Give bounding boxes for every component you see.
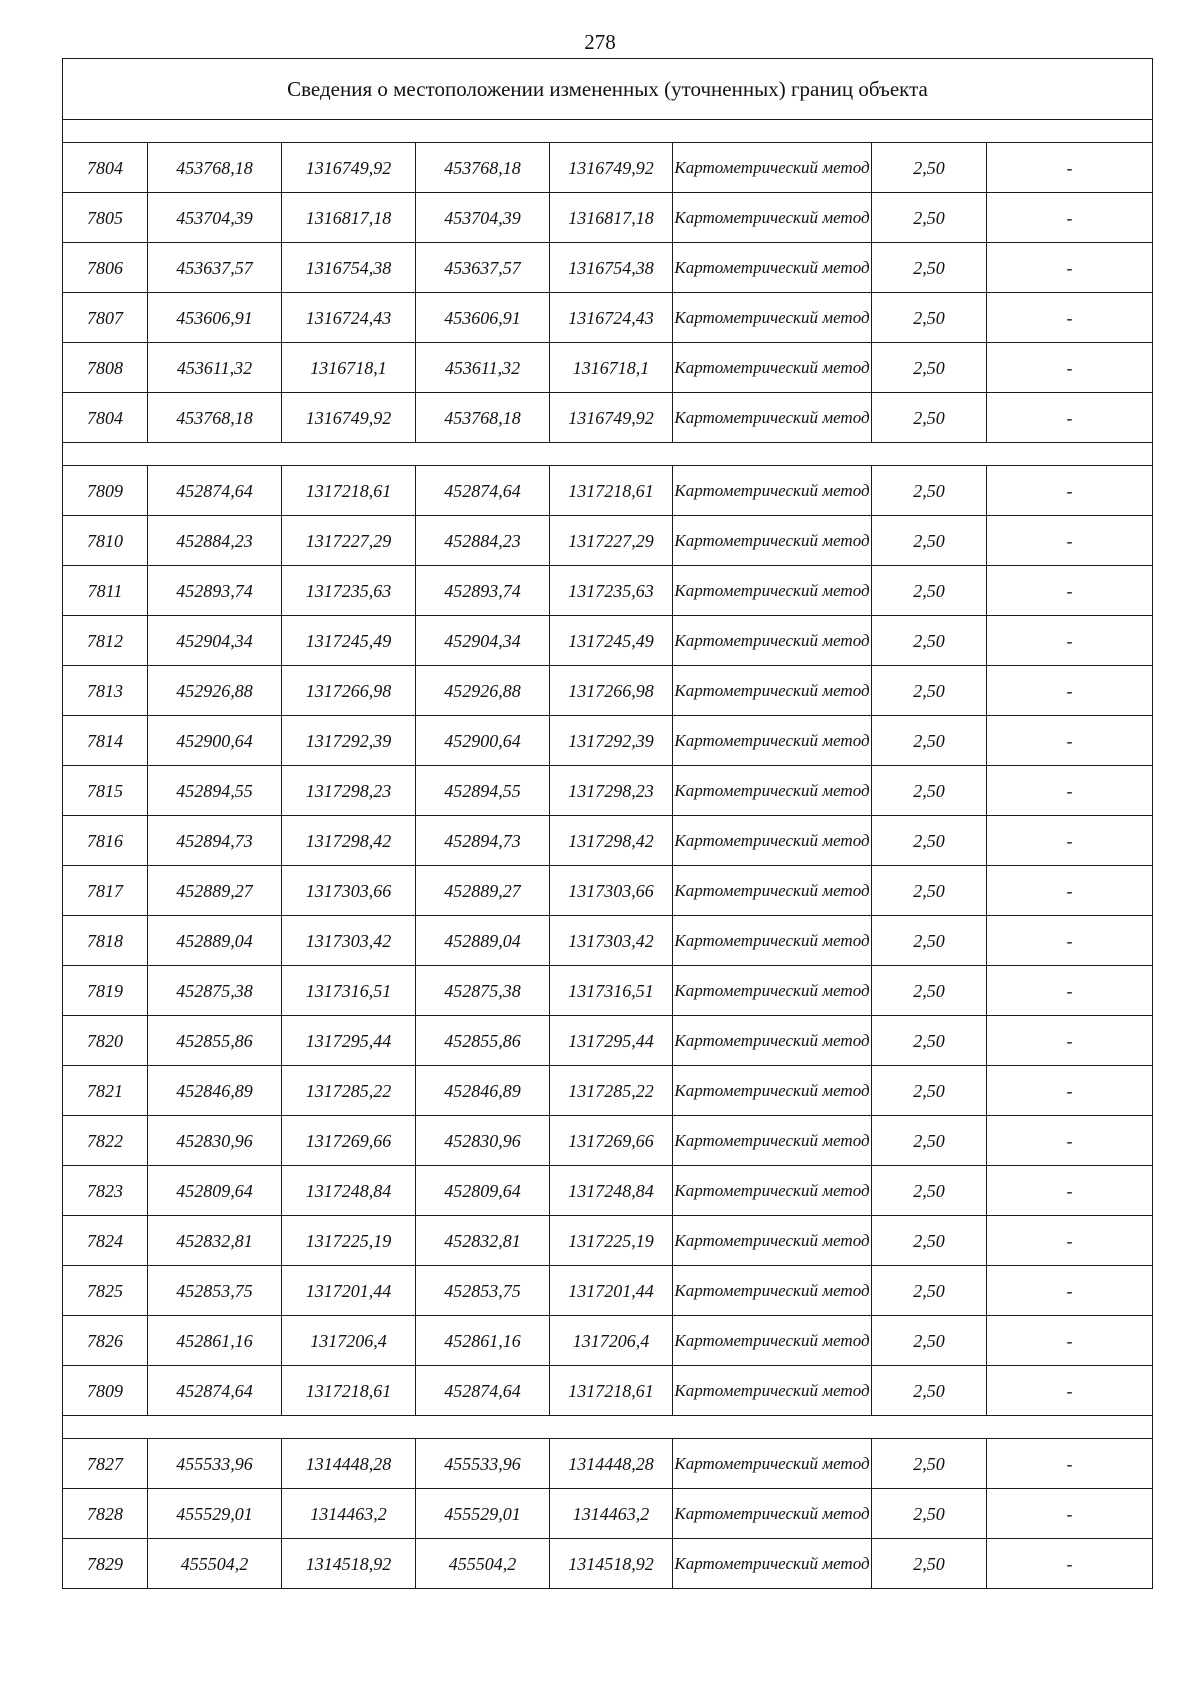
point-number-cell: 7814 [63,716,148,766]
y-existing-cell: 1317292,39 [282,716,416,766]
point-number-cell: 7815 [63,766,148,816]
point-number-cell: 7819 [63,966,148,1016]
method-cell: Картометрический метод [673,616,872,666]
y-existing-cell: 1316749,92 [282,143,416,193]
accuracy-cell: 2,50 [872,193,987,243]
accuracy-cell: 2,50 [872,343,987,393]
table-row [63,616,1153,666]
table-row [63,816,1153,866]
point-number-cell: 7812 [63,616,148,666]
point-number-cell: 7806 [63,243,148,293]
accuracy-cell: 2,50 [872,1316,987,1366]
y-new-cell: 1316817,18 [550,193,673,243]
x-existing-cell: 452904,34 [148,616,282,666]
y-new-cell: 1317303,42 [550,916,673,966]
accuracy-cell: 2,50 [872,1016,987,1066]
method-cell: Картометрический метод [673,566,872,616]
method-cell: Картометрический метод [673,716,872,766]
y-existing-cell: 1317201,44 [282,1266,416,1316]
x-existing-cell: 452875,38 [148,966,282,1016]
y-existing-cell: 1317206,4 [282,1316,416,1366]
x-new-cell: 452846,89 [416,1066,550,1116]
y-new-cell: 1316749,92 [550,143,673,193]
y-new-cell: 1314448,28 [550,1439,673,1489]
x-new-cell: 453606,91 [416,293,550,343]
x-new-cell: 452874,64 [416,466,550,516]
point-number-cell: 7809 [63,1366,148,1416]
x-new-cell: 452874,64 [416,1366,550,1416]
point-number-cell: 7817 [63,866,148,916]
x-new-cell: 453768,18 [416,143,550,193]
accuracy-cell: 2,50 [872,616,987,666]
point-number-cell: 7810 [63,516,148,566]
point-number-cell: 7818 [63,916,148,966]
x-new-cell: 452830,96 [416,1116,550,1166]
y-existing-cell: 1316718,1 [282,343,416,393]
x-new-cell: 452884,23 [416,516,550,566]
boundary-coordinates-table [62,58,1153,1589]
point-number-cell: 7811 [63,566,148,616]
method-cell: Картометрический метод [673,466,872,516]
y-existing-cell: 1317285,22 [282,1066,416,1116]
y-new-cell: 1317298,23 [550,766,673,816]
x-existing-cell: 452846,89 [148,1066,282,1116]
point-number-cell: 7823 [63,1166,148,1216]
x-new-cell: 452900,64 [416,716,550,766]
y-existing-cell: 1316724,43 [282,293,416,343]
extra-cell: - [987,916,1153,966]
x-new-cell: 452853,75 [416,1266,550,1316]
point-number-cell: 7807 [63,293,148,343]
y-existing-cell: 1317235,63 [282,566,416,616]
x-existing-cell: 452861,16 [148,1316,282,1366]
group-separator-cell [63,120,1153,143]
point-number-cell: 7829 [63,1539,148,1589]
accuracy-cell: 2,50 [872,1166,987,1216]
x-new-cell: 452875,38 [416,966,550,1016]
method-cell: Картометрический метод [673,293,872,343]
y-existing-cell: 1317295,44 [282,1016,416,1066]
x-new-cell: 455504,2 [416,1539,550,1589]
accuracy-cell: 2,50 [872,393,987,443]
y-existing-cell: 1316754,38 [282,243,416,293]
point-number-cell: 7820 [63,1016,148,1066]
page-number: 278 [584,30,616,54]
x-existing-cell: 452889,27 [148,866,282,916]
accuracy-cell: 2,50 [872,1489,987,1539]
accuracy-cell: 2,50 [872,1116,987,1166]
table-row [63,1366,1153,1416]
accuracy-cell: 2,50 [872,1066,987,1116]
table-row [63,1016,1153,1066]
x-new-cell: 453637,57 [416,243,550,293]
point-number-cell: 7813 [63,666,148,716]
method-cell: Картометрический метод [673,1366,872,1416]
method-cell: Картометрический метод [673,1316,872,1366]
y-existing-cell: 1317269,66 [282,1116,416,1166]
extra-cell: - [987,1216,1153,1266]
y-existing-cell: 1317218,61 [282,1366,416,1416]
y-existing-cell: 1317316,51 [282,966,416,1016]
x-existing-cell: 452926,88 [148,666,282,716]
table-row [63,516,1153,566]
point-number-cell: 7821 [63,1066,148,1116]
extra-cell: - [987,866,1153,916]
x-new-cell: 452832,81 [416,1216,550,1266]
method-cell: Картометрический метод [673,243,872,293]
point-number-cell: 7804 [63,143,148,193]
group-separator-cell [63,443,1153,466]
y-existing-cell: 1317225,19 [282,1216,416,1266]
extra-cell: - [987,243,1153,293]
group-separator-cell [63,1416,1153,1439]
accuracy-cell: 2,50 [872,1216,987,1266]
accuracy-cell: 2,50 [872,966,987,1016]
table-row [63,343,1153,393]
accuracy-cell: 2,50 [872,1366,987,1416]
table-row [63,1216,1153,1266]
table-row [63,766,1153,816]
point-number-cell: 7805 [63,193,148,243]
x-existing-cell: 452884,23 [148,516,282,566]
x-new-cell: 453768,18 [416,393,550,443]
y-new-cell: 1316718,1 [550,343,673,393]
x-existing-cell: 453606,91 [148,293,282,343]
y-existing-cell: 1317266,98 [282,666,416,716]
table-row [63,716,1153,766]
y-new-cell: 1316724,43 [550,293,673,343]
extra-cell: - [987,766,1153,816]
y-new-cell: 1316749,92 [550,393,673,443]
table-title: Сведения о местоположении измененных (уточненных) границ объекта [63,59,1153,120]
y-new-cell: 1317225,19 [550,1216,673,1266]
extra-cell: - [987,1316,1153,1366]
x-new-cell: 452809,64 [416,1166,550,1216]
x-existing-cell: 452894,55 [148,766,282,816]
table-row [63,1266,1153,1316]
method-cell: Картометрический метод [673,766,872,816]
x-new-cell: 452904,34 [416,616,550,666]
y-new-cell: 1317245,49 [550,616,673,666]
table-row [63,1166,1153,1216]
x-existing-cell: 452900,64 [148,716,282,766]
x-existing-cell: 453704,39 [148,193,282,243]
method-cell: Картометрический метод [673,1439,872,1489]
method-cell: Картометрический метод [673,343,872,393]
x-existing-cell: 452853,75 [148,1266,282,1316]
point-number-cell: 7826 [63,1316,148,1366]
extra-cell: - [987,966,1153,1016]
extra-cell: - [987,1116,1153,1166]
method-cell: Картометрический метод [673,1266,872,1316]
x-existing-cell: 452893,74 [148,566,282,616]
y-new-cell: 1317206,4 [550,1316,673,1366]
y-new-cell: 1316754,38 [550,243,673,293]
table-title-row [63,59,1153,120]
table-row [63,143,1153,193]
y-existing-cell: 1317303,42 [282,916,416,966]
method-cell: Картометрический метод [673,516,872,566]
method-cell: Картометрический метод [673,866,872,916]
method-cell: Картометрический метод [673,1166,872,1216]
y-new-cell: 1317285,22 [550,1066,673,1116]
accuracy-cell: 2,50 [872,716,987,766]
table-row [63,1439,1153,1489]
y-existing-cell: 1317298,42 [282,816,416,866]
y-new-cell: 1317292,39 [550,716,673,766]
table-row [63,293,1153,343]
y-new-cell: 1317218,61 [550,466,673,516]
accuracy-cell: 2,50 [872,566,987,616]
x-new-cell: 452861,16 [416,1316,550,1366]
extra-cell: - [987,143,1153,193]
y-new-cell: 1317235,63 [550,566,673,616]
extra-cell: - [987,1266,1153,1316]
table-row [63,966,1153,1016]
y-existing-cell: 1316817,18 [282,193,416,243]
extra-cell: - [987,1539,1153,1589]
extra-cell: - [987,516,1153,566]
point-number-cell: 7808 [63,343,148,393]
x-new-cell: 453704,39 [416,193,550,243]
table-row [63,566,1153,616]
accuracy-cell: 2,50 [872,1266,987,1316]
x-existing-cell: 452855,86 [148,1016,282,1066]
group-separator-row [63,443,1153,466]
y-new-cell: 1314518,92 [550,1539,673,1589]
point-number-cell: 7824 [63,1216,148,1266]
y-new-cell: 1317298,42 [550,816,673,866]
point-number-cell: 7822 [63,1116,148,1166]
x-existing-cell: 452894,73 [148,816,282,866]
accuracy-cell: 2,50 [872,243,987,293]
x-new-cell: 455529,01 [416,1489,550,1539]
x-existing-cell: 453768,18 [148,393,282,443]
x-existing-cell: 455529,01 [148,1489,282,1539]
extra-cell: - [987,393,1153,443]
point-number-cell: 7816 [63,816,148,866]
y-existing-cell: 1314448,28 [282,1439,416,1489]
extra-cell: - [987,466,1153,516]
x-new-cell: 452889,27 [416,866,550,916]
y-existing-cell: 1317218,61 [282,466,416,516]
accuracy-cell: 2,50 [872,466,987,516]
method-cell: Картометрический метод [673,1216,872,1266]
y-new-cell: 1317266,98 [550,666,673,716]
extra-cell: - [987,566,1153,616]
table-row [63,1066,1153,1116]
method-cell: Картометрический метод [673,1539,872,1589]
x-new-cell: 452894,55 [416,766,550,816]
accuracy-cell: 2,50 [872,866,987,916]
extra-cell: - [987,716,1153,766]
extra-cell: - [987,616,1153,666]
accuracy-cell: 2,50 [872,516,987,566]
x-existing-cell: 452809,64 [148,1166,282,1216]
extra-cell: - [987,193,1153,243]
extra-cell: - [987,1366,1153,1416]
y-existing-cell: 1317248,84 [282,1166,416,1216]
x-new-cell: 455533,96 [416,1439,550,1489]
method-cell: Картометрический метод [673,1116,872,1166]
point-number-cell: 7804 [63,393,148,443]
extra-cell: - [987,1166,1153,1216]
y-new-cell: 1317316,51 [550,966,673,1016]
accuracy-cell: 2,50 [872,816,987,866]
y-new-cell: 1317201,44 [550,1266,673,1316]
y-existing-cell: 1317303,66 [282,866,416,916]
y-new-cell: 1317303,66 [550,866,673,916]
x-existing-cell: 453768,18 [148,143,282,193]
table-row [63,666,1153,716]
y-existing-cell: 1317298,23 [282,766,416,816]
point-number-cell: 7828 [63,1489,148,1539]
table-row [63,466,1153,516]
y-new-cell: 1317218,61 [550,1366,673,1416]
x-existing-cell: 452832,81 [148,1216,282,1266]
accuracy-cell: 2,50 [872,293,987,343]
table-row [63,1116,1153,1166]
x-existing-cell: 452830,96 [148,1116,282,1166]
extra-cell: - [987,816,1153,866]
accuracy-cell: 2,50 [872,143,987,193]
accuracy-cell: 2,50 [872,1539,987,1589]
method-cell: Картометрический метод [673,1489,872,1539]
y-new-cell: 1314463,2 [550,1489,673,1539]
y-existing-cell: 1317227,29 [282,516,416,566]
y-existing-cell: 1317245,49 [282,616,416,666]
x-new-cell: 452894,73 [416,816,550,866]
y-new-cell: 1317227,29 [550,516,673,566]
extra-cell: - [987,343,1153,393]
table-row [63,866,1153,916]
x-new-cell: 452889,04 [416,916,550,966]
group-separator-row [63,1416,1153,1439]
x-existing-cell: 452874,64 [148,466,282,516]
method-cell: Картометрический метод [673,816,872,866]
table-row [63,243,1153,293]
x-new-cell: 453611,32 [416,343,550,393]
extra-cell: - [987,1489,1153,1539]
x-new-cell: 452926,88 [416,666,550,716]
table-row [63,1489,1153,1539]
table-row [63,193,1153,243]
x-new-cell: 452893,74 [416,566,550,616]
table-row [63,1316,1153,1366]
y-new-cell: 1317295,44 [550,1016,673,1066]
table-row [63,393,1153,443]
method-cell: Картометрический метод [673,916,872,966]
method-cell: Картометрический метод [673,143,872,193]
extra-cell: - [987,1016,1153,1066]
method-cell: Картометрический метод [673,1066,872,1116]
extra-cell: - [987,1439,1153,1489]
y-new-cell: 1317248,84 [550,1166,673,1216]
x-existing-cell: 455533,96 [148,1439,282,1489]
x-existing-cell: 452874,64 [148,1366,282,1416]
point-number-cell: 7825 [63,1266,148,1316]
y-new-cell: 1317269,66 [550,1116,673,1166]
method-cell: Картометрический метод [673,966,872,1016]
method-cell: Картометрический метод [673,193,872,243]
y-existing-cell: 1316749,92 [282,393,416,443]
extra-cell: - [987,666,1153,716]
point-number-cell: 7809 [63,466,148,516]
y-existing-cell: 1314463,2 [282,1489,416,1539]
extra-cell: - [987,1066,1153,1116]
x-new-cell: 452855,86 [416,1016,550,1066]
accuracy-cell: 2,50 [872,916,987,966]
extra-cell: - [987,293,1153,343]
accuracy-cell: 2,50 [872,1439,987,1489]
x-existing-cell: 453611,32 [148,343,282,393]
point-number-cell: 7827 [63,1439,148,1489]
table-row [63,916,1153,966]
accuracy-cell: 2,50 [872,766,987,816]
group-separator-row [63,120,1153,143]
method-cell: Картометрический метод [673,666,872,716]
table-row [63,1539,1153,1589]
x-existing-cell: 453637,57 [148,243,282,293]
y-existing-cell: 1314518,92 [282,1539,416,1589]
method-cell: Картометрический метод [673,1016,872,1066]
x-existing-cell: 452889,04 [148,916,282,966]
x-existing-cell: 455504,2 [148,1539,282,1589]
accuracy-cell: 2,50 [872,666,987,716]
method-cell: Картометрический метод [673,393,872,443]
